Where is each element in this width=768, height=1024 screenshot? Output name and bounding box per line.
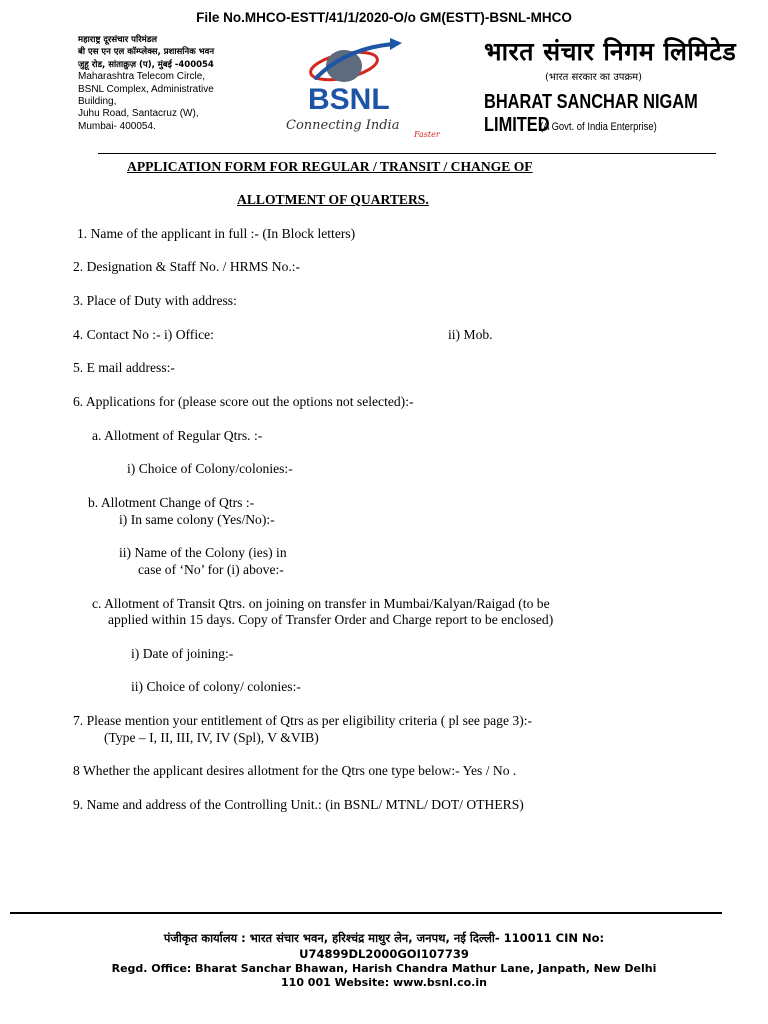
address-en-line1: Maharashtra Telecom Circle,	[78, 71, 206, 83]
address-en-line3: Building,	[78, 96, 117, 108]
form-title-line1: APPLICATION FORM FOR REGULAR / TRANSIT / CHANGE OF	[127, 159, 533, 174]
field-desires-allotment: 8 Whether the applicant desires allotment for the Qtrs one type below:- Yes / No .	[73, 763, 517, 778]
address-en-line5: Mumbai- 400054.	[78, 120, 156, 132]
bsnl-logo	[276, 38, 466, 138]
logo-tagline: Connecting India	[286, 118, 400, 133]
address-hindi-line1: महाराष्ट्र दूरसंचार परिमंडल	[78, 35, 158, 45]
field-contact-mobile: ii) Mob.	[448, 327, 493, 342]
footer-divider	[10, 912, 722, 914]
option-transit-qtrs-line2: applied within 15 days. Copy of Transfer Order and Charge report to be enclosed)	[108, 612, 554, 627]
field-colony-name-line2: case of ‘No’ for (i) above:-	[138, 562, 284, 577]
field-date-of-joining: i) Date of joining:-	[131, 646, 234, 661]
header-divider	[98, 153, 716, 154]
field-designation: 2. Designation & Staff No. / HRMS No.:-	[73, 259, 301, 274]
logo-tagline-small: Faster	[414, 130, 440, 138]
circle-address	[78, 34, 278, 133]
company-name-english: BHARAT SANCHAR NIGAM LIMITED	[484, 91, 698, 136]
field-same-colony: i) In same colony (Yes/No):-	[119, 512, 275, 527]
field-colony-name-line1: ii) Name of the Colony (ies) in	[119, 545, 287, 560]
address-en-line2: BSNL Complex, Administrative	[78, 83, 214, 95]
option-regular-qtrs: a. Allotment of Regular Qtrs. :-	[92, 428, 263, 443]
footer-cin: U74899DL2000GOI107739	[299, 947, 469, 961]
file-number: File No.MHCO-ESTT/41/1/2020-O/o GM(ESTT)-BSNL-MHCO	[196, 10, 572, 25]
address-hindi-line3: जुहू रोड, सांताक्रुज़ (प), मुंबई -400054	[78, 59, 214, 70]
company-subtitle-english: (A Govt. of India Enterprise)	[540, 121, 657, 133]
field-regular-colony-choice: i) Choice of Colony/colonies:-	[127, 461, 293, 476]
field-applicant-name: 1. Name of the applicant in full :- (In Block letters)	[77, 226, 356, 241]
logo-wordmark: BSNL	[308, 83, 390, 116]
address-hindi-line2: बी एस एन एल कॉम्प्लेक्स, प्रशासनिक भवन	[78, 47, 215, 58]
address-en-line4: Juhu Road, Santacruz (W),	[78, 108, 199, 120]
option-transit-qtrs-line1: c. Allotment of Transit Qtrs. on joining on transfer in Mumbai/Kalyan/Raigad (to be	[92, 596, 550, 611]
footer-line1: पंजीकृत कार्यालय : भारत संचार भवन, हरिश्चंद्र माथुर लेन, जनपथ, नई दिल्ली- 110011 CIN No:	[163, 931, 605, 945]
company-name-hindi: भारत संचार निगम लिमिटेड	[484, 37, 737, 66]
field-transit-colony-choice: ii) Choice of colony/ colonies:-	[131, 679, 301, 694]
field-place-of-duty: 3. Place of Duty with address:	[73, 293, 237, 308]
field-applications-for: 6. Applications for (please score out the options not selected):-	[73, 394, 414, 409]
field-entitlement-line2: (Type – I, II, III, IV, IV (Spl), V &VIB)	[104, 730, 319, 745]
field-entitlement-line1: 7. Please mention your entitlement of Qtrs as per eligibility criteria ( pl see page 3):-	[73, 713, 533, 728]
company-subtitle-hindi: (भारत सरकार का उपक्रम)	[545, 72, 643, 83]
field-email: 5. E mail address:-	[73, 360, 175, 375]
footer-website: 110 001 Website: www.bsnl.co.in	[281, 976, 487, 989]
logo-sphere-icon	[308, 38, 402, 85]
field-contact-office: 4. Contact No :- i) Office:	[73, 327, 214, 342]
footer-regd-office: Regd. Office: Bharat Sanchar Bhawan, Harish Chandra Mathur Lane, Janpath, New Delhi	[111, 962, 657, 975]
field-controlling-unit: 9. Name and address of the Controlling Unit.: (in BSNL/ MTNL/ DOT/ OTHERS)	[73, 797, 524, 812]
form-title-line2: ALLOTMENT OF QUARTERS.	[237, 192, 429, 207]
option-change-qtrs: b. Allotment Change of Qtrs :-	[88, 495, 255, 510]
